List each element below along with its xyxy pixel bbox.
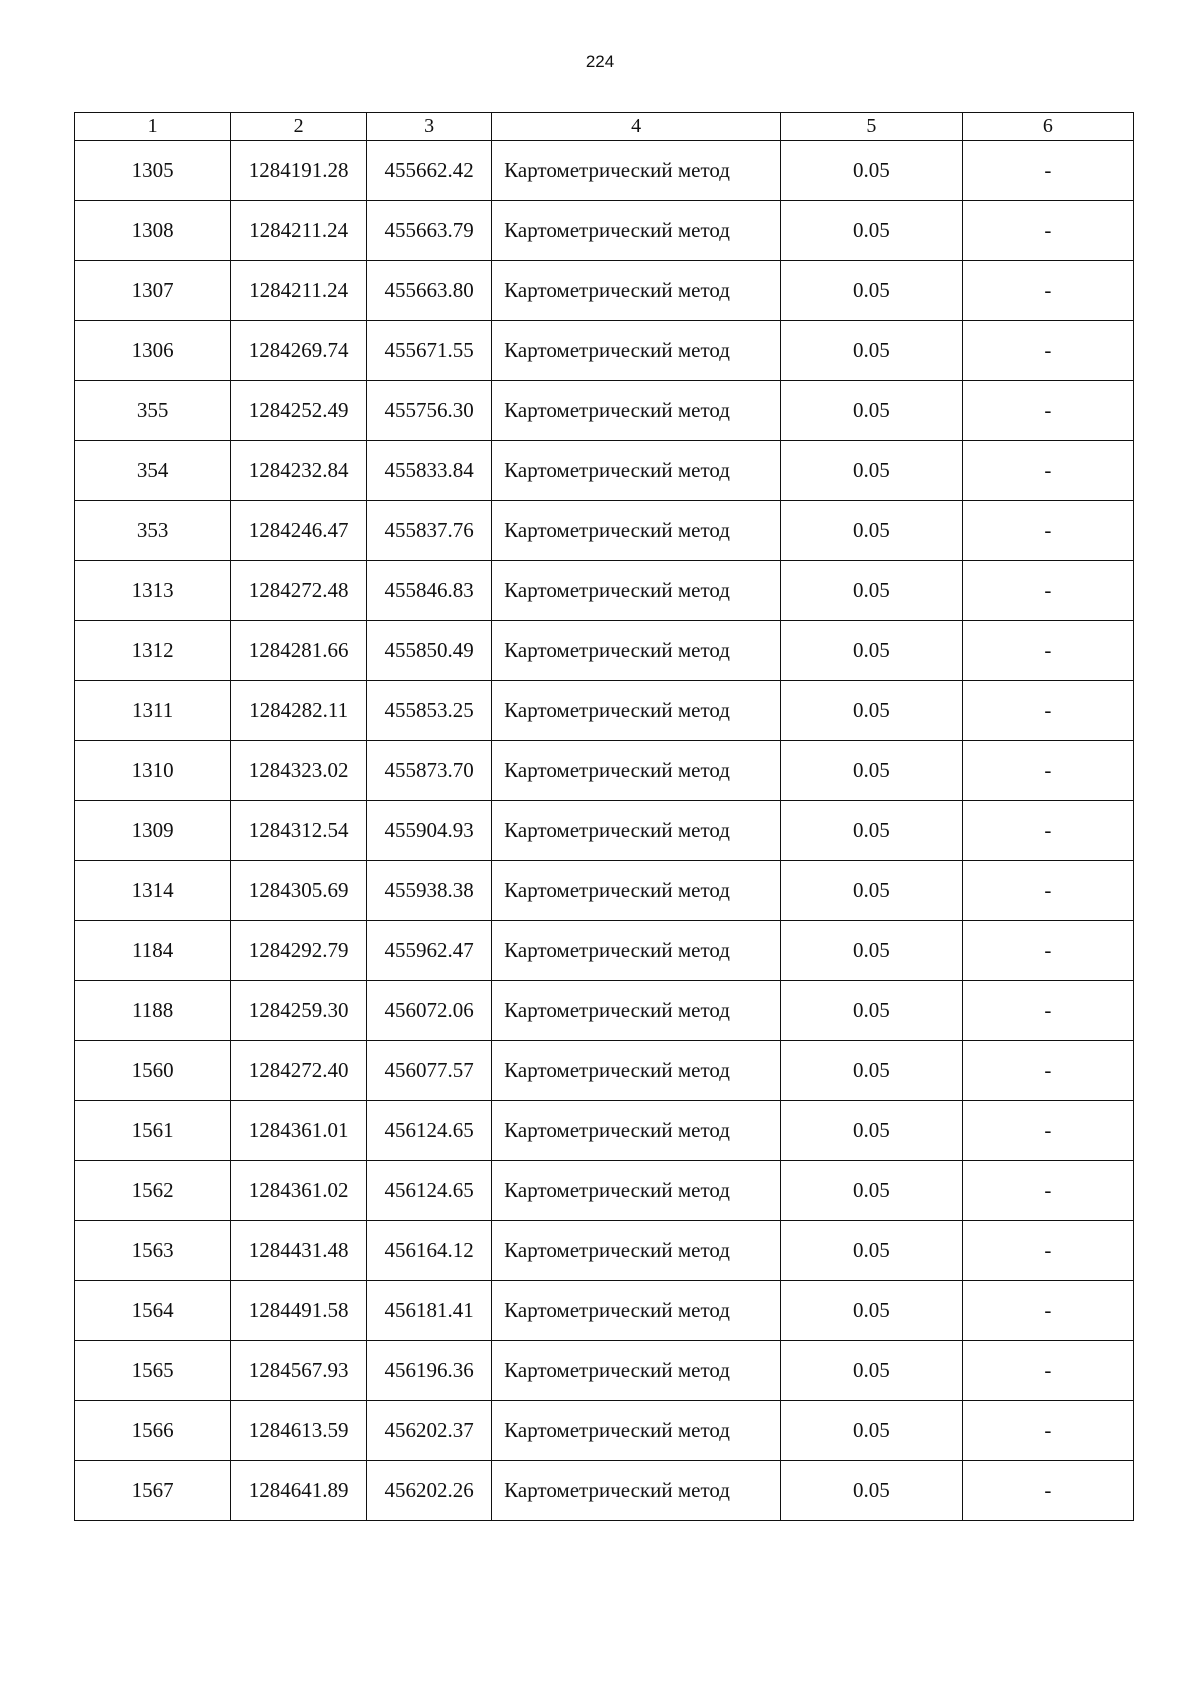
point-number-cell: 1312 <box>75 621 231 681</box>
y-coordinate-cell: 456196.36 <box>367 1341 492 1401</box>
table-row <box>75 981 1134 1041</box>
table-row <box>75 801 1134 861</box>
note-cell: - <box>962 1341 1133 1401</box>
accuracy-cell: 0.05 <box>780 1341 962 1401</box>
table-row <box>75 441 1134 501</box>
accuracy-cell: 0.05 <box>780 1041 962 1101</box>
method-cell: Картометрический метод <box>492 741 781 801</box>
note-cell: - <box>962 261 1133 321</box>
accuracy-cell: 0.05 <box>780 141 962 201</box>
x-coordinate-cell: 1284246.47 <box>231 501 367 561</box>
note-cell: - <box>962 981 1133 1041</box>
method-cell: Картометрический метод <box>492 1341 781 1401</box>
accuracy-cell: 0.05 <box>780 801 962 861</box>
method-cell: Картометрический метод <box>492 261 781 321</box>
point-number-cell: 1307 <box>75 261 231 321</box>
method-cell: Картометрический метод <box>492 621 781 681</box>
note-cell: - <box>962 1161 1133 1221</box>
y-coordinate-cell: 455671.55 <box>367 321 492 381</box>
table-row <box>75 261 1134 321</box>
x-coordinate-cell: 1284361.02 <box>231 1161 367 1221</box>
y-coordinate-cell: 455853.25 <box>367 681 492 741</box>
y-coordinate-cell: 455962.47 <box>367 921 492 981</box>
y-coordinate-cell: 455663.79 <box>367 201 492 261</box>
x-coordinate-cell: 1284312.54 <box>231 801 367 861</box>
note-cell: - <box>962 141 1133 201</box>
table-row <box>75 201 1134 261</box>
x-coordinate-cell: 1284282.11 <box>231 681 367 741</box>
x-coordinate-cell: 1284567.93 <box>231 1341 367 1401</box>
point-number-cell: 1313 <box>75 561 231 621</box>
point-number-cell: 1567 <box>75 1461 231 1521</box>
accuracy-cell: 0.05 <box>780 681 962 741</box>
method-cell: Картометрический метод <box>492 1161 781 1221</box>
coordinates-table <box>74 112 1134 1521</box>
note-cell: - <box>962 1461 1133 1521</box>
accuracy-cell: 0.05 <box>780 1281 962 1341</box>
point-number-cell: 1560 <box>75 1041 231 1101</box>
x-coordinate-cell: 1284431.48 <box>231 1221 367 1281</box>
table-row <box>75 381 1134 441</box>
note-cell: - <box>962 381 1133 441</box>
point-number-cell: 1311 <box>75 681 231 741</box>
table-row <box>75 861 1134 921</box>
table-body <box>75 141 1134 1521</box>
x-coordinate-cell: 1284641.89 <box>231 1461 367 1521</box>
method-cell: Картометрический метод <box>492 801 781 861</box>
point-number-cell: 1310 <box>75 741 231 801</box>
note-cell: - <box>962 501 1133 561</box>
table-row <box>75 681 1134 741</box>
method-cell: Картометрический метод <box>492 1101 781 1161</box>
accuracy-cell: 0.05 <box>780 441 962 501</box>
y-coordinate-cell: 455837.76 <box>367 501 492 561</box>
note-cell: - <box>962 621 1133 681</box>
accuracy-cell: 0.05 <box>780 621 962 681</box>
table-row <box>75 1161 1134 1221</box>
note-cell: - <box>962 1041 1133 1101</box>
x-coordinate-cell: 1284252.49 <box>231 381 367 441</box>
note-cell: - <box>962 441 1133 501</box>
x-coordinate-cell: 1284272.40 <box>231 1041 367 1101</box>
point-number-cell: 1184 <box>75 921 231 981</box>
accuracy-cell: 0.05 <box>780 921 962 981</box>
accuracy-cell: 0.05 <box>780 561 962 621</box>
note-cell: - <box>962 921 1133 981</box>
note-cell: - <box>962 561 1133 621</box>
accuracy-cell: 0.05 <box>780 1401 962 1461</box>
table-row <box>75 741 1134 801</box>
table-row <box>75 141 1134 201</box>
column-header: 2 <box>231 113 367 141</box>
accuracy-cell: 0.05 <box>780 981 962 1041</box>
y-coordinate-cell: 455846.83 <box>367 561 492 621</box>
point-number-cell: 1561 <box>75 1101 231 1161</box>
accuracy-cell: 0.05 <box>780 381 962 441</box>
point-number-cell: 1309 <box>75 801 231 861</box>
y-coordinate-cell: 456164.12 <box>367 1221 492 1281</box>
accuracy-cell: 0.05 <box>780 1461 962 1521</box>
point-number-cell: 1308 <box>75 201 231 261</box>
column-header: 6 <box>962 113 1133 141</box>
accuracy-cell: 0.05 <box>780 321 962 381</box>
method-cell: Картометрический метод <box>492 1041 781 1101</box>
table-row <box>75 1341 1134 1401</box>
y-coordinate-cell: 455833.84 <box>367 441 492 501</box>
point-number-cell: 1562 <box>75 1161 231 1221</box>
method-cell: Картометрический метод <box>492 561 781 621</box>
y-coordinate-cell: 455663.80 <box>367 261 492 321</box>
method-cell: Картометрический метод <box>492 681 781 741</box>
table-row <box>75 501 1134 561</box>
page-number: 224 <box>585 52 615 71</box>
x-coordinate-cell: 1284281.66 <box>231 621 367 681</box>
table-row <box>75 1461 1134 1521</box>
method-cell: Картометрический метод <box>492 981 781 1041</box>
method-cell: Картометрический метод <box>492 861 781 921</box>
y-coordinate-cell: 455904.93 <box>367 801 492 861</box>
x-coordinate-cell: 1284211.24 <box>231 261 367 321</box>
accuracy-cell: 0.05 <box>780 201 962 261</box>
note-cell: - <box>962 1101 1133 1161</box>
table-header <box>75 113 1134 141</box>
point-number-cell: 1563 <box>75 1221 231 1281</box>
method-cell: Картометрический метод <box>492 1461 781 1521</box>
accuracy-cell: 0.05 <box>780 861 962 921</box>
header-row <box>75 113 1134 141</box>
y-coordinate-cell: 456181.41 <box>367 1281 492 1341</box>
y-coordinate-cell: 456202.37 <box>367 1401 492 1461</box>
x-coordinate-cell: 1284491.58 <box>231 1281 367 1341</box>
accuracy-cell: 0.05 <box>780 1161 962 1221</box>
accuracy-cell: 0.05 <box>780 261 962 321</box>
point-number-cell: 1565 <box>75 1341 231 1401</box>
x-coordinate-cell: 1284613.59 <box>231 1401 367 1461</box>
y-coordinate-cell: 455662.42 <box>367 141 492 201</box>
x-coordinate-cell: 1284305.69 <box>231 861 367 921</box>
x-coordinate-cell: 1284361.01 <box>231 1101 367 1161</box>
table-row <box>75 1221 1134 1281</box>
table-row <box>75 1041 1134 1101</box>
column-header: 4 <box>492 113 781 141</box>
column-header: 1 <box>75 113 231 141</box>
note-cell: - <box>962 741 1133 801</box>
point-number-cell: 353 <box>75 501 231 561</box>
point-number-cell: 1188 <box>75 981 231 1041</box>
method-cell: Картометрический метод <box>492 1401 781 1461</box>
point-number-cell: 1314 <box>75 861 231 921</box>
accuracy-cell: 0.05 <box>780 741 962 801</box>
note-cell: - <box>962 321 1133 381</box>
point-number-cell: 355 <box>75 381 231 441</box>
point-number-cell: 1566 <box>75 1401 231 1461</box>
x-coordinate-cell: 1284292.79 <box>231 921 367 981</box>
method-cell: Картометрический метод <box>492 381 781 441</box>
x-coordinate-cell: 1284232.84 <box>231 441 367 501</box>
point-number-cell: 354 <box>75 441 231 501</box>
method-cell: Картометрический метод <box>492 141 781 201</box>
point-number-cell: 1306 <box>75 321 231 381</box>
accuracy-cell: 0.05 <box>780 1101 962 1161</box>
table-row <box>75 921 1134 981</box>
x-coordinate-cell: 1284191.28 <box>231 141 367 201</box>
method-cell: Картометрический метод <box>492 921 781 981</box>
y-coordinate-cell: 455756.30 <box>367 381 492 441</box>
note-cell: - <box>962 861 1133 921</box>
accuracy-cell: 0.05 <box>780 501 962 561</box>
x-coordinate-cell: 1284269.74 <box>231 321 367 381</box>
y-coordinate-cell: 456077.57 <box>367 1041 492 1101</box>
column-header: 3 <box>367 113 492 141</box>
point-number-cell: 1564 <box>75 1281 231 1341</box>
table-row <box>75 321 1134 381</box>
point-number-cell: 1305 <box>75 141 231 201</box>
note-cell: - <box>962 201 1133 261</box>
y-coordinate-cell: 456124.65 <box>367 1161 492 1221</box>
x-coordinate-cell: 1284211.24 <box>231 201 367 261</box>
method-cell: Картометрический метод <box>492 1281 781 1341</box>
method-cell: Картометрический метод <box>492 201 781 261</box>
y-coordinate-cell: 456124.65 <box>367 1101 492 1161</box>
accuracy-cell: 0.05 <box>780 1221 962 1281</box>
note-cell: - <box>962 681 1133 741</box>
note-cell: - <box>962 1221 1133 1281</box>
y-coordinate-cell: 456072.06 <box>367 981 492 1041</box>
table-row <box>75 1101 1134 1161</box>
table-row <box>75 621 1134 681</box>
x-coordinate-cell: 1284272.48 <box>231 561 367 621</box>
note-cell: - <box>962 1401 1133 1461</box>
y-coordinate-cell: 455938.38 <box>367 861 492 921</box>
table-row <box>75 1281 1134 1341</box>
y-coordinate-cell: 455873.70 <box>367 741 492 801</box>
table-row <box>75 1401 1134 1461</box>
y-coordinate-cell: 456202.26 <box>367 1461 492 1521</box>
method-cell: Картометрический метод <box>492 441 781 501</box>
note-cell: - <box>962 1281 1133 1341</box>
x-coordinate-cell: 1284323.02 <box>231 741 367 801</box>
x-coordinate-cell: 1284259.30 <box>231 981 367 1041</box>
column-header: 5 <box>780 113 962 141</box>
method-cell: Картометрический метод <box>492 501 781 561</box>
table-row <box>75 561 1134 621</box>
y-coordinate-cell: 455850.49 <box>367 621 492 681</box>
method-cell: Картометрический метод <box>492 321 781 381</box>
note-cell: - <box>962 801 1133 861</box>
method-cell: Картометрический метод <box>492 1221 781 1281</box>
